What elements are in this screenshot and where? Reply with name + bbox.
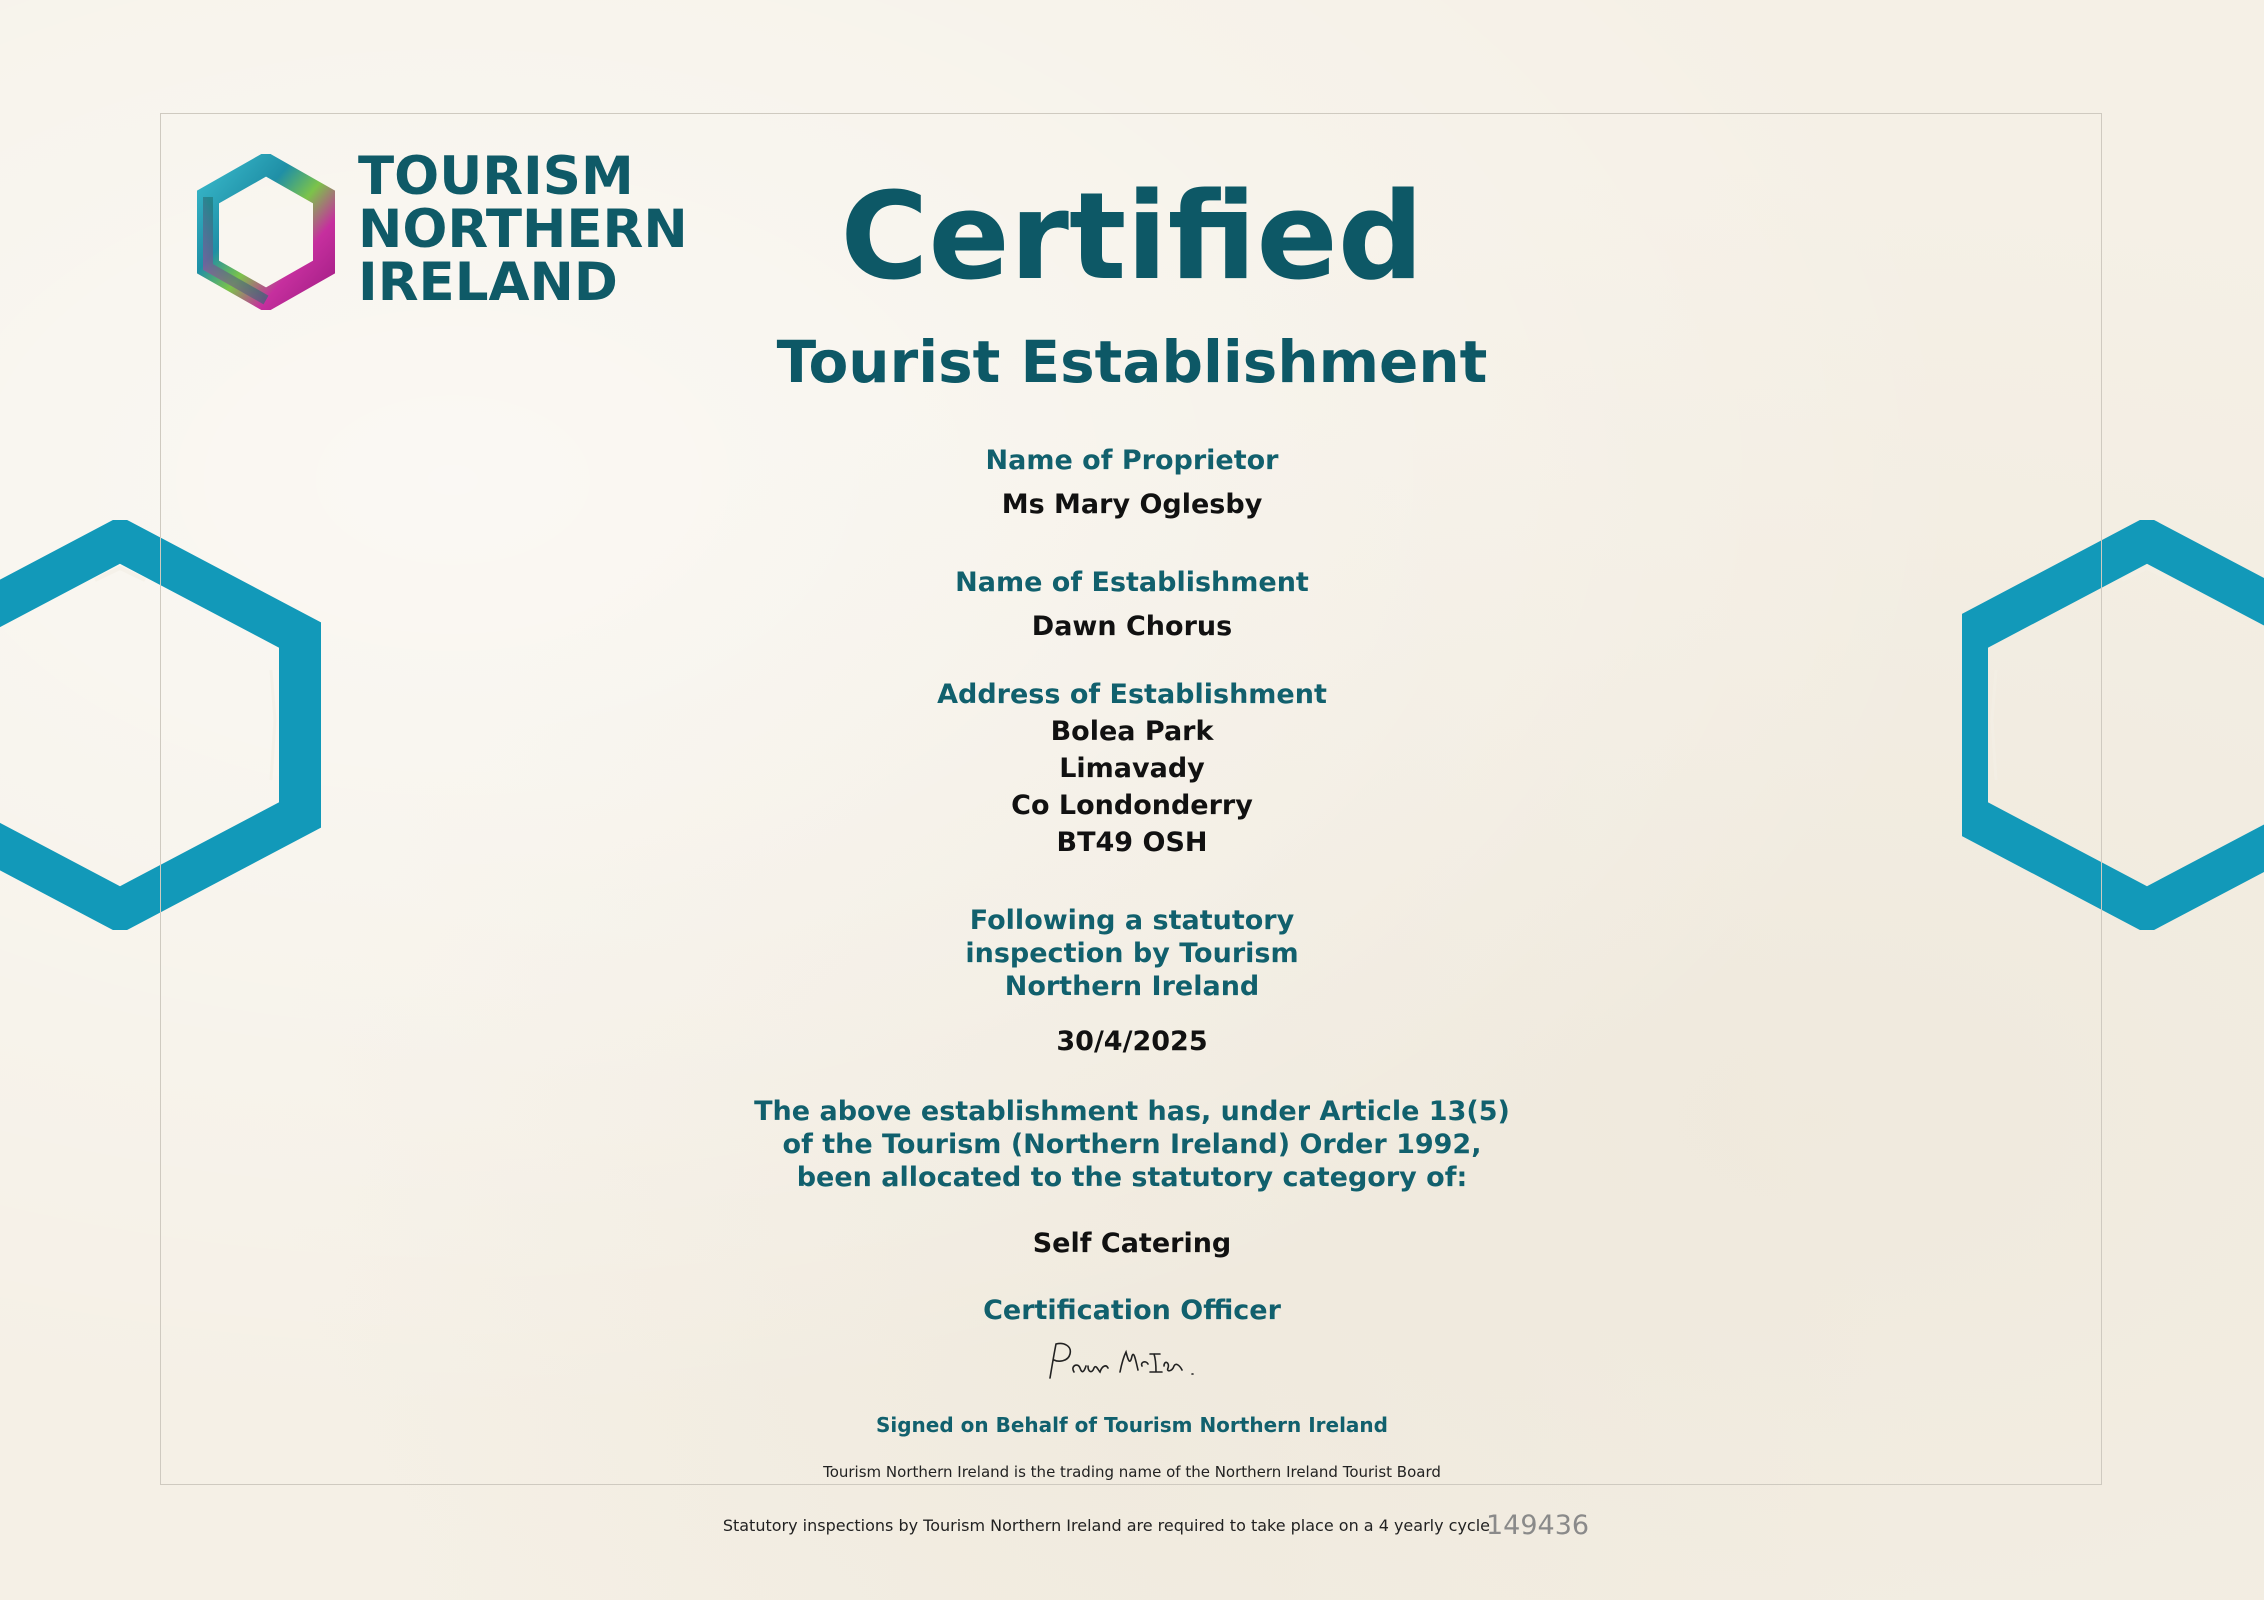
address-line: Co Londonderry <box>1011 790 1253 821</box>
inspection-section <box>0 904 2264 1058</box>
inspection-date: 30/4/2025 <box>1056 1026 1208 1057</box>
address-label: Address of Establishment <box>937 679 1327 710</box>
inspection-cycle-note: Statutory inspections by Tourism Northern Ireland are required to take place on a 4 yearly cycle <box>722 1516 1490 1535</box>
allocation-section <box>0 1095 2264 1260</box>
logo-line-1: TOURISM <box>358 146 634 207</box>
address-line: Bolea Park <box>1050 716 1214 747</box>
proprietor-label: Name of Proprietor <box>985 445 1279 476</box>
allocation-line: been allocated to the statutory category of: <box>796 1162 1468 1193</box>
officer-signature <box>1040 1336 1210 1396</box>
inspection-line: Northern Ireland <box>1004 971 1260 1002</box>
inspection-line: inspection by Tourism <box>965 938 1299 969</box>
certificate-title: Certified <box>840 168 1424 307</box>
allocation-line: The above establishment has, under Article 13(5) <box>754 1096 1510 1127</box>
allocation-line: of the Tourism (Northern Ireland) Order 1992, <box>782 1129 1482 1160</box>
statutory-category: Self Catering <box>1032 1228 1232 1259</box>
establishment-label: Name of Establishment <box>955 567 1309 598</box>
trading-name-note: Tourism Northern Ireland is the trading name of the Northern Ireland Tourist Board <box>823 1463 1441 1481</box>
inspection-line: Following a statutory <box>969 905 1295 936</box>
establishment-value: Dawn Chorus <box>1031 611 1233 642</box>
establishment-section <box>0 566 2264 644</box>
officer-section <box>0 1294 2264 1328</box>
certificate-reference-number: 149436 <box>1486 1510 1590 1541</box>
certificate-subtitle: Tourist Establishment <box>776 328 1488 396</box>
address-line: Limavady <box>1059 753 1205 784</box>
address-section <box>0 676 2264 861</box>
proprietor-value: Ms Mary Oglesby <box>1001 489 1263 520</box>
address-line: BT49 OSH <box>1056 827 1208 858</box>
proprietor-section <box>0 444 2264 522</box>
certification-officer-label: Certification Officer <box>983 1295 1281 1326</box>
logo-line-2: NORTHERN <box>358 199 688 260</box>
logo-line-3: IRELAND <box>358 252 618 313</box>
signed-on-behalf-text: Signed on Behalf of Tourism Northern Ireland <box>875 1413 1388 1437</box>
